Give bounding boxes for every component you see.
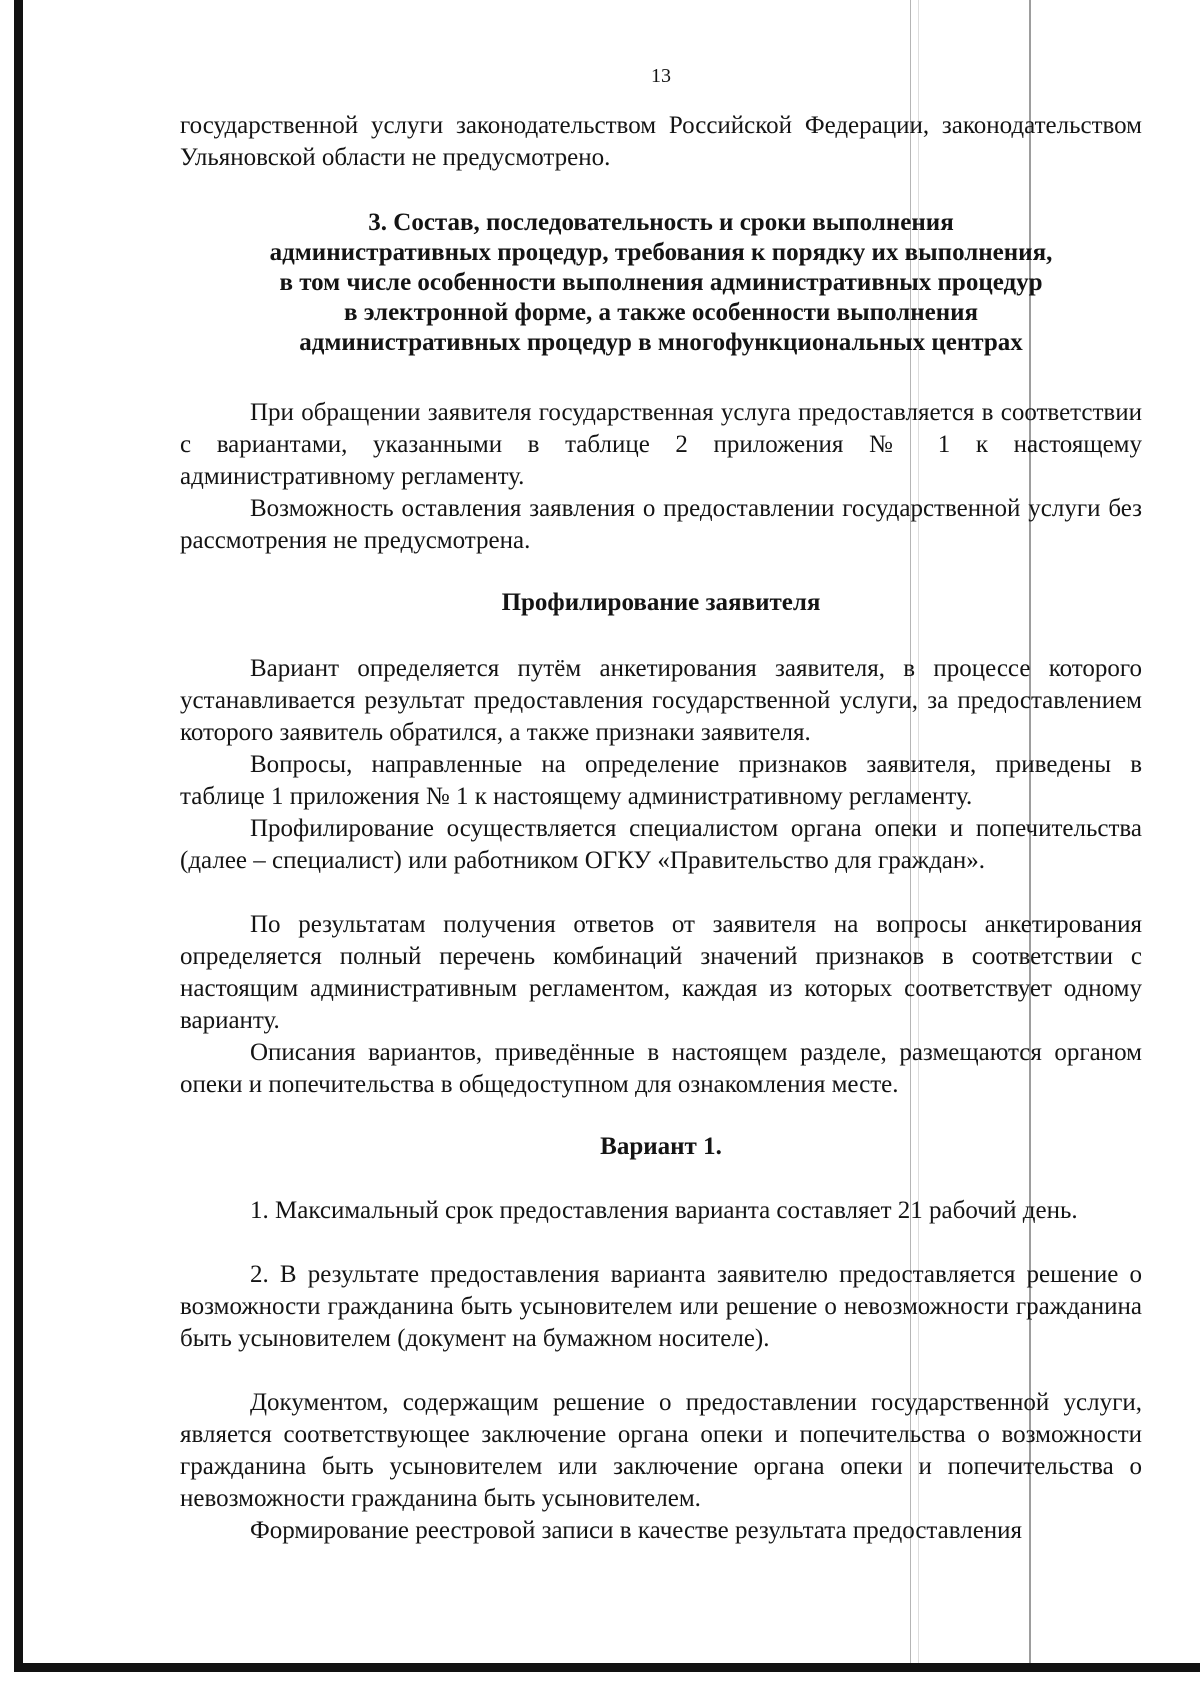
heading-line: 3. Состав, последовательность и сроки выполнения (368, 209, 954, 236)
paragraph (180, 397, 1142, 493)
paragraph-text: Документом, содержащим решение о предоставлении государственной услуги, является соответствующее заключение органа опеки и попечительства о возможности гражданина быть усыновителем или заключение органа опеки и попечительства о невозможности гражданина быть усыновителем. (180, 1389, 1142, 1512)
paragraph (180, 1387, 1142, 1515)
subsection-heading (180, 588, 1142, 618)
paragraph-text: 2. В результате предоставления варианта заявителю предоставляется решение о возможности гражданина быть усыновителем или решение о невозможности гражданина быть усыновителем (документ на бумажном носителе). (180, 1261, 1142, 1352)
section-heading (180, 208, 1142, 358)
paragraph-text: 1. Максимальный срок предоставления варианта составляет 21 рабочий день. (250, 1197, 1078, 1224)
paragraph (180, 1037, 1142, 1101)
paragraph (180, 909, 1142, 1037)
paragraph (180, 110, 1142, 174)
paragraph-text: По результатам получения ответов от заявителя на вопросы анкетирования определяется полный перечень комбинаций значений признаков в соответствии с настоящим административным регламентом, каждая из которых соответствует одному варианту. (180, 911, 1142, 1034)
paragraph-text: Описания вариантов, приведённые в настоящем разделе, размещаются органом опеки и попечительства в общедоступном для ознакомления месте. (180, 1039, 1142, 1098)
paragraph (180, 493, 1142, 557)
paragraph (180, 1195, 1142, 1227)
page-number: 13 (651, 65, 671, 87)
paragraph-text: Формирование реестровой записи в качестве результата предоставления (250, 1517, 1023, 1544)
heading-line: административных процедур в многофункциональных центрах (299, 329, 1023, 356)
heading-line: Профилирование заявителя (501, 589, 821, 616)
paragraph-text: При обращении заявителя государственная услуга предоставляется в соответствии с вариантами, указанными в таблице 2 приложения № 1 к настоящему административному регламенту. (180, 399, 1142, 490)
scan-bottom-edge (14, 1663, 1200, 1672)
heading-line: Вариант 1. (600, 1133, 722, 1160)
paragraph-text: Профилирование осуществляется специалистом органа опеки и попечительства (далее – специалист) или работником ОГКУ «Правительство для граждан». (180, 815, 1142, 874)
paragraph (180, 749, 1142, 813)
heading-line: в электронной форме, а также особенности выполнения (343, 299, 979, 326)
paragraph (180, 1259, 1142, 1355)
scan-left-edge (14, 0, 23, 1672)
paragraph (180, 1515, 1142, 1547)
subsection-heading (180, 1132, 1142, 1162)
heading-line: административных процедур, требования к порядку их выполнения, (269, 239, 1053, 266)
paragraph-text: Вопросы, направленные на определение признаков заявителя, приведены в таблице 1 приложения № 1 к настоящему административному регламенту. (180, 751, 1142, 810)
paragraph-text: Вариант определяется путём анкетирования заявителя, в процессе которого устанавливается результат предоставления государственной услуги, за предоставлением которого заявитель обратился, а также признаки заявителя. (180, 655, 1142, 746)
paragraph (180, 653, 1142, 749)
paragraph (180, 813, 1142, 877)
heading-line: в том числе особенности выполнения административных процедур (279, 269, 1043, 296)
paragraph-text: государственной услуги законодательством Российской Федерации, законодательством Ульяновской области не предусмотрено. (180, 112, 1142, 171)
paragraph-text: Возможность оставления заявления о предоставлении государственной услуги без рассмотрения не предусмотрена. (180, 495, 1142, 554)
